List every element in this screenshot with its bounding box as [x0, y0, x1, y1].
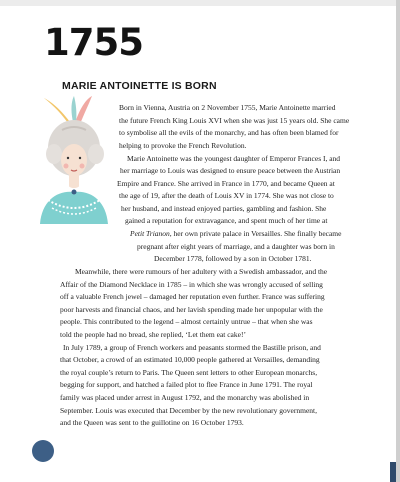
- body-line-5: Marie Antoinette was the youngest daughter of Emperor Frances I, and: [127, 154, 341, 163]
- page-marker-dot: [32, 440, 54, 462]
- top-edge-strip: [0, 0, 400, 6]
- body-line-26: and the Queen was sent to the guillotine on 16 October 1793.: [60, 418, 244, 427]
- body-line-6: her marriage to Louis was designed to ensure peace between the Austrian: [120, 166, 341, 175]
- book-spine-edge: [390, 462, 396, 482]
- body-line-18: people. This contributed to the legend – almost certainly untrue – that when she was: [60, 317, 313, 326]
- body-line-14: Meanwhile, there were rumours of her adultery with a Swedish ambassador, and the: [75, 267, 328, 276]
- body-line-20: In July 1789, a group of French workers and peasants stormed the Bastille prison, and: [63, 343, 321, 352]
- body-line-15: Affair of the Diamond Necklace in 1785 – in which she was wrongly accused of selling: [60, 280, 323, 289]
- body-line-22: the royal couple’s return to Paris. The Queen sent letters to other European monarchs,: [60, 368, 318, 377]
- body-line-7: Empire and France. She arrived in France in 1770, and became Queen at: [117, 179, 335, 188]
- body-line-8: the age of 19, after the death of Louis XV in 1774. She was not close to: [119, 191, 334, 200]
- body-line-3: to symbolise all the evils of the monarchy, and has often been blamed for: [119, 128, 339, 137]
- dress: [40, 192, 108, 224]
- body-line-16: off a valuable French jewel – damaged her reputation even further. France was suffering: [60, 292, 325, 301]
- page-edge: [396, 0, 400, 482]
- article-headline: MARIE ANTOINETTE IS BORN: [62, 80, 217, 92]
- year-heading: 1755: [44, 21, 143, 64]
- feather-plume-center: [71, 96, 76, 124]
- body-line-25: September. Louis was executed that December by the new revolutionary government,: [60, 406, 317, 415]
- necklace-pendant-icon: [72, 190, 77, 195]
- body-line-21: that October, a crowd of an estimated 10,000 people gathered at Versailles, demanding: [60, 355, 320, 364]
- body-line-13: December 1778, followed by a son in October 1781.: [154, 254, 312, 263]
- body-line-4: helping to provoke the French Revolution.: [119, 141, 247, 150]
- body-line-1: Born in Vienna, Austria on 2 November 1755, Marie Antoinette married: [119, 103, 336, 112]
- body-line-24: family was placed under arrest in August 1792, and the monarchy was abolished in: [60, 393, 310, 402]
- body-line-23: begging for support, and hatched a failed plot to flee France in June 1791. The royal: [60, 380, 313, 389]
- body-line-12: pregnant after eight years of marriage, and a daughter was born in: [137, 242, 335, 251]
- body-line-19: told the people had no bread, she replied, ‘Let them eat cake!’: [60, 330, 246, 339]
- body-line-9: her husband, and instead enjoyed parties, gambling and fashion. She: [121, 204, 327, 213]
- body-line-11: Petit Trianon, her own private palace in Versailles. She finally became: [130, 229, 342, 238]
- body-line-2: the future French King Louis XVI when she was just 15 years old. She came: [119, 116, 350, 125]
- feather-plume-right: [76, 96, 92, 124]
- body-line-17: poor harvests and financial chaos, and her lavish spending made her unpopular with the: [60, 305, 323, 314]
- body-line-10: gained a reputation for extravagance, and spent much of her time at: [125, 216, 328, 225]
